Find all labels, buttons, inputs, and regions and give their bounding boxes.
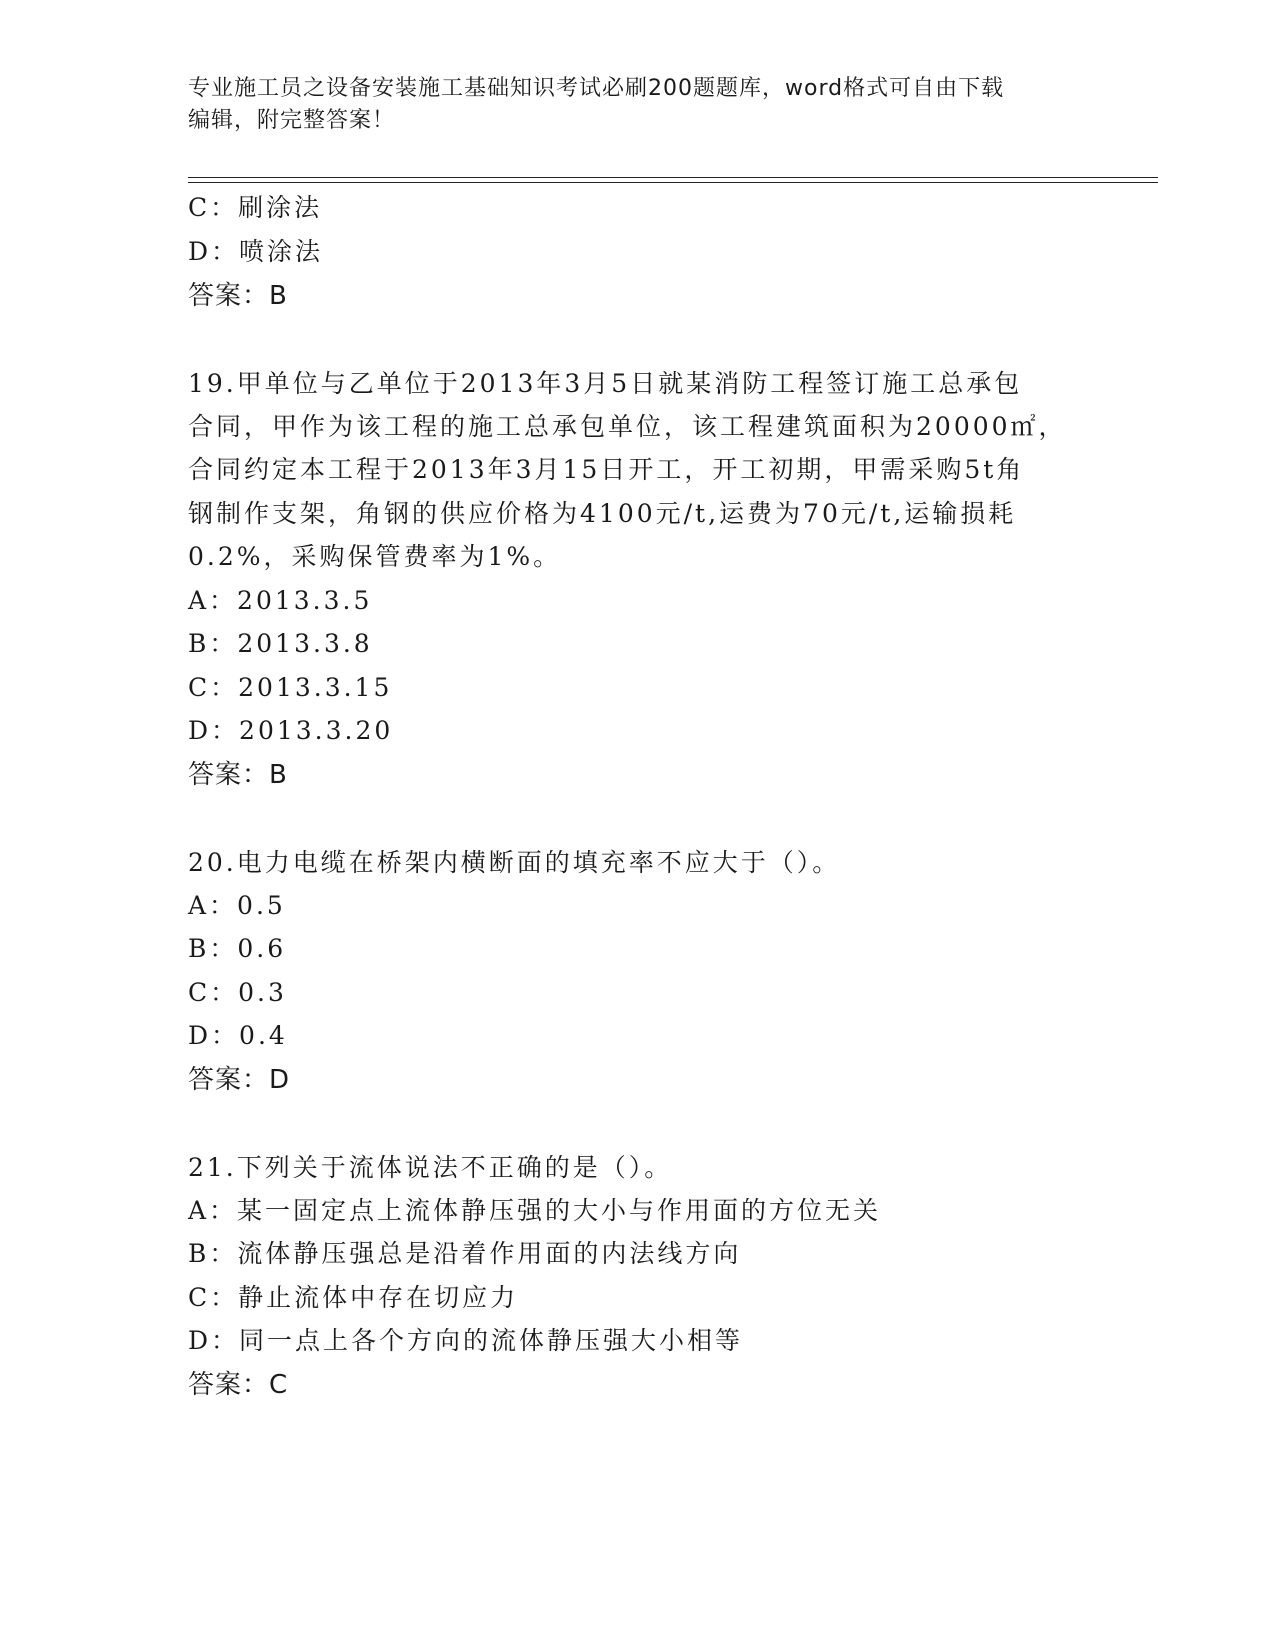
q21-option-b: B：流体静压强总是沿着作用面的内法线方向 xyxy=(188,1239,742,1268)
document-header xyxy=(188,73,1068,137)
q21-option-d: D：同一点上各个方向的流体静压强大小相等 xyxy=(188,1326,744,1355)
header-title-line-2: 编辑，附完整答案！ xyxy=(188,108,396,133)
header-divider-bottom xyxy=(188,182,1158,183)
q19-option-d: D：2013.3.20 xyxy=(188,716,394,745)
q19-option-c: C：2013.3.15 xyxy=(188,673,393,702)
q21-stem: 21.下列关于流体说法不正确的是（）。 xyxy=(188,1153,673,1182)
q19-option-b: B：2013.3.8 xyxy=(188,629,373,658)
q19-stem-line-2: 合同，甲作为该工程的施工总承包单位，该工程建筑面积为20000㎡， xyxy=(188,412,1067,441)
q20-answer: 答案：D xyxy=(188,1065,291,1095)
q19-answer: 答案：B xyxy=(188,760,288,790)
q20-option-a: A：0.5 xyxy=(188,891,286,920)
q21-option-c: C：静止流体中存在切应力 xyxy=(188,1283,519,1312)
q19-stem-line-5: 0.2%，采购保管费率为1%。 xyxy=(188,542,562,571)
q19-stem-line-4: 钢制作支架，角钢的供应价格为4100元/t,运费为70元/t,运输损耗 xyxy=(188,499,1017,528)
q18-option-d: D：喷涂法 xyxy=(188,237,324,266)
q20-option-d: D：0.4 xyxy=(188,1021,288,1050)
q20-option-b: B：0.6 xyxy=(188,934,287,963)
q19-stem-line-3: 合同约定本工程于2013年3月15日开工，开工初期，甲需采购5t角 xyxy=(188,455,1025,484)
q18-option-c: C：刷涂法 xyxy=(188,193,323,222)
q19-stem-line-1: 19.甲单位与乙单位于2013年3月5日就某消防工程签订施工总承包 xyxy=(188,369,1023,398)
q20-option-c: C：0.3 xyxy=(188,978,287,1007)
header-title-line-1: 专业施工员之设备安装施工基础知识考试必刷200题题库，word格式可自由下载 xyxy=(188,76,1005,101)
q21-option-a: A：某一固定点上流体静压强的大小与作用面的方位无关 xyxy=(188,1196,882,1225)
q19-option-a: A：2013.3.5 xyxy=(188,586,373,615)
q18-answer: 答案：B xyxy=(188,281,288,311)
q20-stem: 20.电力电缆在桥架内横断面的填充率不应大于（）。 xyxy=(188,848,841,877)
header-divider-top xyxy=(188,177,1158,178)
q21-answer: 答案：C xyxy=(188,1370,289,1400)
